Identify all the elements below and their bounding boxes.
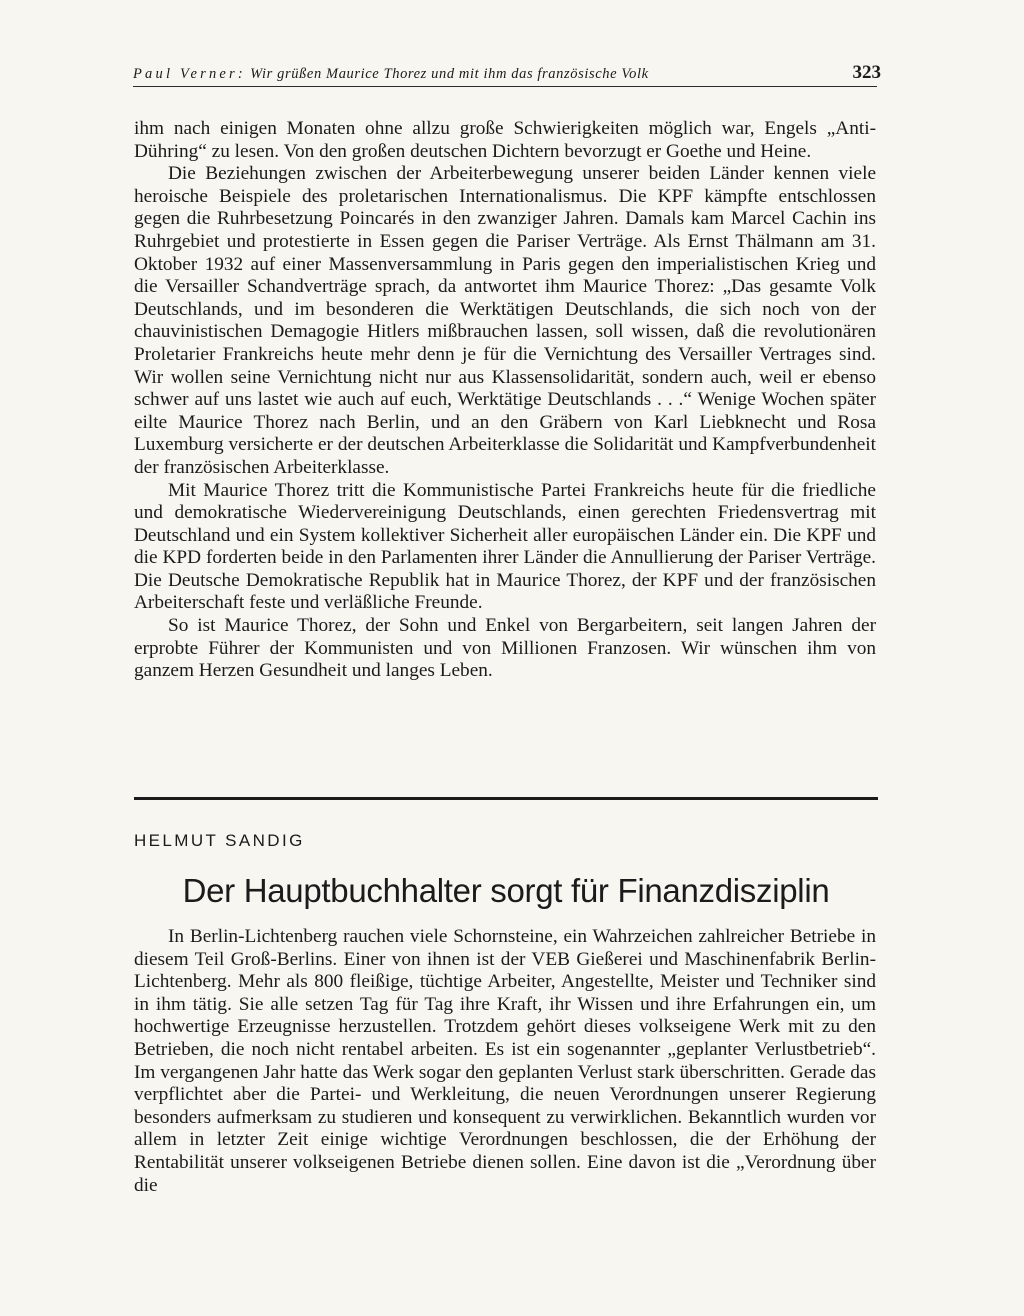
article-author: HELMUT SANDIG (134, 831, 305, 850)
paragraph: ihm nach einigen Monaten ohne allzu große Schwierigkeiten möglich war, Engels „Anti-Dühring“ zu lesen. Von den großen deutschen Dichtern bevorzugt er Goethe und Heine. (134, 118, 876, 162)
paragraph: In Berlin-Lichtenberg rauchen viele Schornsteine, ein Wahrzeichen zahlreicher Betriebe in diesem Teil Groß-Berlins. Einer von ihnen ist der VEB Gießerei und Maschinenfabrik Berlin-Lichtenberg. Mehr als 800 fleißige, tüchtige Arbeiter, Angestellte, Meister und Techniker sind in ihm tätig. Sie alle setzen Tag für Tag ihre Kraft, ihr Wissen und ihre Erfahrungen ein, um hochwertige Erzeugnisse herzustellen. Trotzdem gehört dieses volkseigene Werk mit zu den Betrieben, die noch nicht rentabel arbeiten. Es ist ein sogenannter „geplanter Verlustbetrieb“. Im vergangenen Jahr hatte das Werk sogar den geplanten Verlust stark überschritten. Gerade das verpflichtet aber die Partei- und Werkleitung, die neuen Verordnungen unserer Regierung besonders aufmerksam zu studieren und konsequent zu verwirklichen. Bekanntlich wurden vor allem in letzter Zeit einige wichtige Verordnungen beschlossen, die der Erhöhung der Rentabilität unserer volkseigenen Betriebe dienen sollen. Eine davon ist die „Verordnung über die (134, 926, 876, 1196)
sandig-article-body (134, 926, 876, 1197)
running-head-author: Paul Verner: (133, 66, 246, 82)
running-head (133, 62, 881, 86)
verner-article-body (134, 118, 876, 683)
paragraph: So ist Maurice Thorez, der Sohn und Enkel von Bergarbeitern, seit langen Jahren der erprobte Führer der Kommunisten und von Millionen Franzosen. Wir wünschen ihm von ganzem Herzen Gesundheit und langes Leben. (134, 615, 876, 682)
header-rule (133, 86, 877, 87)
paragraph: Die Beziehungen zwischen der Arbeiterbewegung unserer beiden Länder kennen viele heroische Beispiele des proletarischen Internationalismus. Die KPF kämpfte entschlossen gegen die Ruhrbesetzung Poincarés in den zwanziger Jahren. Damals kam Marcel Cachin ins Ruhrgebiet und protestierte in Essen gegen die Pariser Verträge. Als Ernst Thälmann am 31. Oktober 1932 auf einer Massenversammlung in Paris gegen den imperialistischen Krieg und die Versailler Schandverträge sprach, da antwortet ihm Maurice Thorez: „Das gesamte Volk Deutschlands, und im besonderen die Werktätigen Deutschlands, die sich noch von der chauvinistischen Demagogie Hitlers mißbrauchen lassen, soll wissen, daß die revolutionären Proletarier Frankreichs heute mehr denn je für die Vernichtung des Versailler Vertrages sind. Wir wollen seine Vernichtung nicht nur aus Klassensolidarität, sondern auch, weil er ebenso schwer auf uns lastet wie auch auf euch, Werktätige Deutschlands . . .“ Wenige Wochen später eilte Maurice Thorez nach Berlin, und an den Gräbern von Karl Liebknecht und Rosa Luxemburg versicherte er der deutschen Arbeiterklasse die Solidarität und Kampfverbundenheit der französischen Arbeiterklasse. (134, 163, 876, 478)
running-head-text (133, 66, 649, 83)
running-head-title: Wir grüßen Maurice Thorez und mit ihm das französische Volk (250, 66, 649, 82)
article-title: Der Hauptbuchhalter sorgt für Finanzdisziplin (182, 872, 830, 909)
page-number: 323 (852, 62, 881, 83)
paragraph: Mit Maurice Thorez tritt die Kommunistische Partei Frankreichs heute für die friedliche und demokratische Wiedervereinigung Deutschlands, einen gerechten Friedensvertrag mit Deutschland und ein System kollektiver Sicherheit aller europäischen Länder ein. Die KPF und die KPD forderten beide in den Parlamenten ihrer Länder die Annullierung der Pariser Verträge. Die Deutsche Demokratische Republik hat in Maurice Thorez, der KPF und der französischen Arbeiterschaft feste und verläßliche Freunde. (134, 479, 876, 614)
section-divider (134, 797, 878, 800)
